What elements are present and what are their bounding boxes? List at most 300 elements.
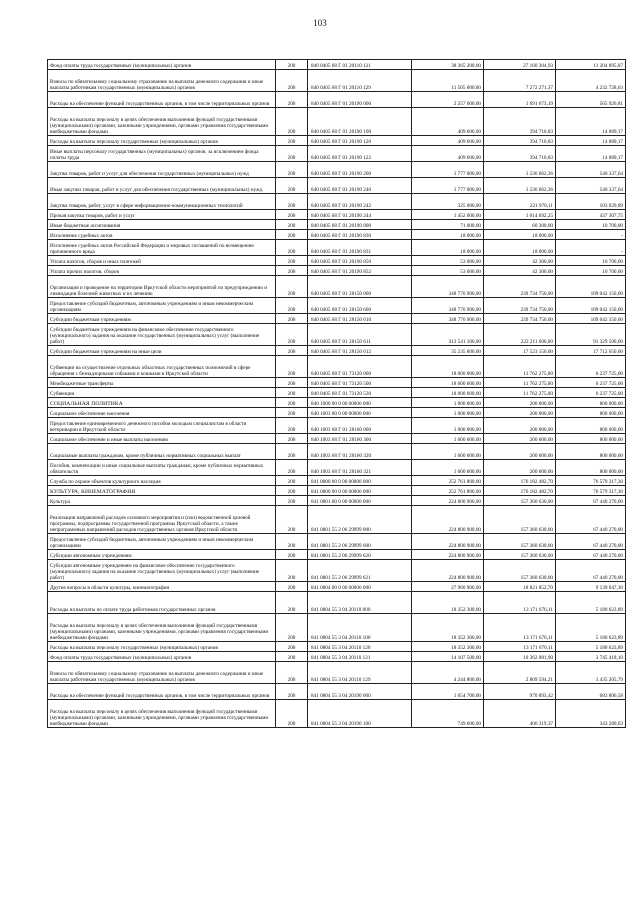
table-row	[48, 460, 626, 476]
row-approved-amount: 1 000 000,00	[412, 434, 484, 444]
row-executed-amount: 13 171 676,11	[484, 642, 556, 652]
row-executed-amount: 200 000,00	[484, 460, 556, 476]
row-line-code: 200	[276, 582, 308, 592]
row-executed-amount: 200 000,00	[484, 408, 556, 418]
row-name: Иные закупки товаров, работ и услуг для обеспечения государственных (муниципальных) нужд	[48, 178, 276, 194]
row-approved-amount: 348 776 900,00	[412, 276, 484, 298]
table-row	[48, 136, 626, 146]
row-line-code: 200	[276, 266, 308, 276]
row-name: Субвенции	[48, 388, 276, 398]
row-approved-amount: 409 600,00	[412, 108, 484, 136]
row-executed-amount: 394 710,83	[484, 136, 556, 146]
row-remaining-amount: 11 204 895,07	[556, 60, 626, 70]
row-approved-amount: 1 000 000,00	[412, 398, 484, 408]
row-approved-amount: 11 505 000,00	[412, 70, 484, 92]
row-line-code: 200	[276, 70, 308, 92]
row-executed-amount: 176 182 482,70	[484, 486, 556, 496]
row-budget-code: 841 0800 00 0 00 00000 000	[308, 486, 412, 496]
row-approved-amount: 1 000 000,00	[412, 444, 484, 460]
row-remaining-amount: 1 435 205,79	[556, 662, 626, 684]
row-budget-code: 840 0405 68 Г 01 28150 610	[308, 314, 412, 324]
row-line-code: 200	[276, 240, 308, 256]
row-remaining-amount: 800 000,00	[556, 434, 626, 444]
row-approved-amount: 1 777 000,00	[412, 162, 484, 178]
row-line-code: 200	[276, 534, 308, 550]
table-row	[48, 276, 626, 298]
row-approved-amount: 38 365 200,00	[412, 60, 484, 70]
row-name: Закупка товаров, работ, услуг в сфере информационно-коммуникационных технологий	[48, 194, 276, 210]
table-row	[48, 162, 626, 178]
table-row	[48, 418, 626, 434]
row-executed-amount: 2 809 594,21	[484, 662, 556, 684]
row-executed-amount: 970 893,42	[484, 684, 556, 700]
row-executed-amount: 1 236 662,36	[484, 162, 556, 178]
row-name: Социальное обеспечение населения	[48, 408, 276, 418]
row-remaining-amount: 14 889,17	[556, 146, 626, 162]
row-name: Субвенции на осуществление отдельных областных государственных полномочий в сфере обращения с безнадзорными собаками и кошками в Иркутской области	[48, 356, 276, 378]
row-line-code: 200	[276, 700, 308, 728]
row-budget-code: 841 0804 55 3 04 20110 000	[308, 592, 412, 614]
row-remaining-amount: 17 712 650,00	[556, 346, 626, 356]
row-budget-code: 840 0405 68 Г 01 20190 242	[308, 194, 412, 210]
row-line-code: 200	[276, 476, 308, 486]
row-line-code: 200	[276, 496, 308, 506]
row-line-code: 200	[276, 324, 308, 346]
row-name: Исполнение судебных актов	[48, 230, 276, 240]
row-approved-amount: 53 000,00	[412, 266, 484, 276]
table-row	[48, 434, 626, 444]
row-budget-code: 840 0405 68 Г 01 73120 500	[308, 378, 412, 388]
row-executed-amount: 157 360 630,00	[484, 550, 556, 560]
row-approved-amount: 224 800 900,00	[412, 506, 484, 534]
row-line-code: 200	[276, 230, 308, 240]
row-approved-amount: 252 761 800,00	[412, 476, 484, 486]
table-row	[48, 550, 626, 560]
row-remaining-amount: 10 700,00	[556, 220, 626, 230]
row-executed-amount: 200 000,00	[484, 398, 556, 408]
row-remaining-amount: 6 237 725,00	[556, 378, 626, 388]
row-approved-amount: 35 235 800,00	[412, 346, 484, 356]
row-approved-amount: 224 800 900,00	[412, 550, 484, 560]
row-approved-amount: 53 000,00	[412, 256, 484, 266]
row-budget-code: 841 0804 00 0 00 00000 000	[308, 582, 412, 592]
table-row	[48, 108, 626, 136]
row-budget-code: 841 0804 55 3 04 20110 120	[308, 642, 412, 652]
row-budget-code: 840 1003 00 0 00 00000 000	[308, 408, 412, 418]
table-row	[48, 662, 626, 684]
row-executed-amount: 239 734 750,00	[484, 314, 556, 324]
row-line-code: 200	[276, 398, 308, 408]
table-row	[48, 298, 626, 314]
row-budget-code: 840 0405 68 Г 01 20190 850	[308, 256, 412, 266]
row-remaining-amount: 14 889,17	[556, 108, 626, 136]
row-executed-amount: 200 000,00	[484, 418, 556, 434]
row-name: Другие вопросы в области культуры, кинематографии	[48, 582, 276, 592]
row-approved-amount: 252 761 800,00	[412, 486, 484, 496]
row-line-code: 200	[276, 434, 308, 444]
table-body	[48, 60, 626, 728]
row-remaining-amount: 4 232 728,63	[556, 70, 626, 92]
row-executed-amount: 157 360 630,00	[484, 534, 556, 550]
row-remaining-amount: 109 042 150,00	[556, 276, 626, 298]
table-row	[48, 642, 626, 652]
row-approved-amount: 313 541 100,00	[412, 324, 484, 346]
page-number: 103	[313, 18, 327, 28]
row-executed-amount: 42 300,00	[484, 266, 556, 276]
row-executed-amount: 222 211 600,00	[484, 324, 556, 346]
row-executed-amount: 200 000,00	[484, 434, 556, 444]
row-executed-amount: 157 360 630,00	[484, 560, 556, 582]
row-line-code: 200	[276, 162, 308, 178]
table-row	[48, 356, 626, 378]
row-name: Пособия, компенсации и иные социальные выплаты гражданам, кроме публичных нормативных обязательств	[48, 460, 276, 476]
row-budget-code: 840 0405 68 Г 01 20190 830	[308, 230, 412, 240]
row-remaining-amount: 683 806,58	[556, 684, 626, 700]
row-budget-code: 840 0405 68 Г 01 20190 244	[308, 210, 412, 220]
row-line-code: 200	[276, 220, 308, 230]
row-approved-amount: 18 352 300,00	[412, 614, 484, 642]
row-name: Расходы на выплаты персоналу в целях обеспечения выполнения функций государственными (муниципальными) органами, казенными учреждениями, органами управления государственными внебюджетными фондами	[48, 614, 276, 642]
row-budget-code: 840 1000 00 0 00 00000 000	[308, 398, 412, 408]
row-remaining-amount: 109 042 150,00	[556, 298, 626, 314]
row-budget-code: 840 0405 68 Г 01 28150 612	[308, 346, 412, 356]
row-executed-amount: 1 014 692,25	[484, 210, 556, 220]
row-remaining-amount: 109 042 150,00	[556, 314, 626, 324]
table-row	[48, 614, 626, 642]
row-line-code: 200	[276, 388, 308, 398]
row-remaining-amount: 67 440 270,00	[556, 534, 626, 550]
row-remaining-amount: 67 440 270,00	[556, 560, 626, 582]
row-approved-amount: 1 000 000,00	[412, 408, 484, 418]
row-executed-amount: 11 762 275,00	[484, 378, 556, 388]
row-name: Взносы по обязательному социальному страхованию на выплаты денежного содержания и иные выплаты работникам государственных (муниципальных) органов	[48, 662, 276, 684]
row-approved-amount: 1 000 000,00	[412, 460, 484, 476]
row-budget-code: 841 0801 55 2 06 29999 600	[308, 534, 412, 550]
row-remaining-amount: 6 237 725,00	[556, 356, 626, 378]
row-budget-code: 840 0405 68 Г 01 20190 122	[308, 146, 412, 162]
row-budget-code: 841 0801 55 2 06 29999 620	[308, 550, 412, 560]
row-approved-amount: 2 257 600,00	[412, 92, 484, 108]
row-budget-code: 840 0405 68 Г 01 20190 100	[308, 108, 412, 136]
row-budget-code: 841 0804 55 3 04 20110 129	[308, 662, 412, 684]
row-name: Иные бюджетные ассигнования	[48, 220, 276, 230]
row-line-code: 200	[276, 684, 308, 700]
row-budget-code: 841 0804 55 3 04 20110 100	[308, 614, 412, 642]
table-row	[48, 652, 626, 662]
row-budget-code: 840 0405 68 Г 01 20190 831	[308, 240, 412, 256]
row-remaining-amount: 14 889,17	[556, 136, 626, 146]
row-executed-amount: 10 362 081,90	[484, 652, 556, 662]
row-approved-amount: 224 800 900,00	[412, 560, 484, 582]
row-executed-amount: 11 762 275,00	[484, 356, 556, 378]
row-executed-amount: 13 171 676,11	[484, 592, 556, 614]
row-remaining-amount: 540 337,64	[556, 178, 626, 194]
row-line-code: 200	[276, 92, 308, 108]
row-executed-amount: 17 523 150,00	[484, 346, 556, 356]
row-executed-amount: 157 360 630,00	[484, 506, 556, 534]
row-line-code: 200	[276, 378, 308, 388]
row-line-code: 200	[276, 506, 308, 534]
row-executed-amount: 60 300,00	[484, 220, 556, 230]
row-line-code: 200	[276, 356, 308, 378]
row-remaining-amount: 800 000,00	[556, 460, 626, 476]
row-approved-amount: 18 000 000,00	[412, 388, 484, 398]
row-remaining-amount: 540 337,64	[556, 162, 626, 178]
row-budget-code: 840 0405 68 Г 01 20190 800	[308, 220, 412, 230]
table-row	[48, 388, 626, 398]
row-name: Расходы на выплаты персоналу государственных (муниципальных) органов	[48, 136, 276, 146]
row-name: Предоставление субсидий бюджетным, автономным учреждениям и иным некоммерческим организациям	[48, 298, 276, 314]
table-row	[48, 324, 626, 346]
row-line-code: 200	[276, 560, 308, 582]
row-remaining-amount: 9 139 047,30	[556, 582, 626, 592]
row-remaining-amount: 10 700,00	[556, 266, 626, 276]
row-budget-code: 840 0405 68 Г 01 73120 530	[308, 388, 412, 398]
row-budget-code: 841 0801 55 2 06 29999 000	[308, 506, 412, 534]
row-name: Расходы на выплаты персоналу в целях обеспечения выполнения функций государственными (муниципальными) органами, казенными учреждениями, органами управления государственными внебюджетными фондами	[48, 108, 276, 136]
row-budget-code: 841 0000 00 0 00 00000 000	[308, 476, 412, 486]
row-name: Предоставление субсидий бюджетным, автономным учреждениям и иным некоммерческим организациям	[48, 534, 276, 550]
row-approved-amount: 18 000 000,00	[412, 378, 484, 388]
row-name: Субсидии автономным учреждениям на финансовое обеспечение государственного (муниципального) задания на оказание государственных (муниципальных) услуг (выполнение работ)	[48, 560, 276, 582]
row-remaining-amount: 10 700,00	[556, 256, 626, 266]
table-row	[48, 92, 626, 108]
row-line-code: 200	[276, 486, 308, 496]
row-executed-amount: 1 691 673,19	[484, 92, 556, 108]
row-approved-amount: 27 960 900,00	[412, 582, 484, 592]
row-line-code: 200	[276, 146, 308, 162]
table-row	[48, 398, 626, 408]
row-line-code: 200	[276, 408, 308, 418]
table-row	[48, 266, 626, 276]
row-name: Предоставление единовременного денежного пособия молодым специалистам в области ветеринарии в Иркутской области	[48, 418, 276, 434]
row-name: Прочая закупка товаров, работ и услуг	[48, 210, 276, 220]
table-row	[48, 700, 626, 728]
row-approved-amount: 409 600,00	[412, 146, 484, 162]
row-line-code: 200	[276, 444, 308, 460]
table-row	[48, 684, 626, 700]
row-approved-amount: 409 600,00	[412, 136, 484, 146]
row-remaining-amount: 5 180 623,89	[556, 614, 626, 642]
table-row	[48, 346, 626, 356]
row-name: Служба по охране объектов культурного наследия	[48, 476, 276, 486]
budget-execution-table	[47, 59, 626, 728]
row-name: Субсидии бюджетным учреждениям на финансовое обеспечение государственного (муниципального) задания на оказание государственных (муниципальных) услуг (выполнение работ)	[48, 324, 276, 346]
row-name: Уплата налогов, сборов и иных платежей	[48, 256, 276, 266]
row-executed-amount: 239 734 750,00	[484, 298, 556, 314]
row-executed-amount: 11 762 275,00	[484, 388, 556, 398]
row-remaining-amount: 67 440 270,00	[556, 496, 626, 506]
row-remaining-amount: 800 000,00	[556, 408, 626, 418]
row-name: Культура	[48, 496, 276, 506]
row-approved-amount: 71 000,00	[412, 220, 484, 230]
row-approved-amount: 18 000,00	[412, 230, 484, 240]
row-line-code: 200	[276, 298, 308, 314]
row-name: Уплата прочих налогов, сборов	[48, 266, 276, 276]
row-executed-amount: 18 000,00	[484, 240, 556, 256]
row-remaining-amount: 67 440 270,00	[556, 506, 626, 534]
row-approved-amount: 1 777 000,00	[412, 178, 484, 194]
table-row	[48, 378, 626, 388]
table-row	[48, 70, 626, 92]
row-budget-code: 840 0405 68 Г 01 28150 000	[308, 276, 412, 298]
row-executed-amount: 406 319,37	[484, 700, 556, 728]
row-remaining-amount: 565 926,81	[556, 92, 626, 108]
row-budget-code: 840 0405 68 Г 01 20190 200	[308, 162, 412, 178]
table-row	[48, 220, 626, 230]
row-line-code: 200	[276, 108, 308, 136]
row-name: Иные выплаты персоналу государственных (муниципальных) органов, за исключением фонда оплаты труда	[48, 146, 276, 162]
row-executed-amount: 18 000,00	[484, 230, 556, 240]
row-line-code: 200	[276, 314, 308, 324]
row-executed-amount: 13 171 676,11	[484, 614, 556, 642]
row-name: Межбюджетные трансферты	[48, 378, 276, 388]
row-executed-amount: 239 734 750,00	[484, 276, 556, 298]
row-approved-amount: 348 776 900,00	[412, 314, 484, 324]
row-name: Исполнение судебных актов Российской Федерации и мировых соглашений по возмещению причиненного вреда	[48, 240, 276, 256]
row-approved-amount: 1 654 700,00	[412, 684, 484, 700]
row-approved-amount: 1 452 000,00	[412, 210, 484, 220]
row-remaining-amount: 3 745 418,10	[556, 652, 626, 662]
row-line-code: 200	[276, 592, 308, 614]
table-row	[48, 240, 626, 256]
row-executed-amount: 200 000,00	[484, 444, 556, 460]
row-budget-code: 840 0405 68 Г 01 20190 240	[308, 178, 412, 194]
row-remaining-amount: 103 029,89	[556, 194, 626, 210]
row-remaining-amount: 437 307,75	[556, 210, 626, 220]
row-name: Фонд оплаты труда государственных (муниципальных) органов	[48, 652, 276, 662]
row-budget-code: 840 1003 68 Г 01 28160 321	[308, 460, 412, 476]
table-row	[48, 256, 626, 266]
row-budget-code: 841 0801 55 2 06 29999 621	[308, 560, 412, 582]
row-budget-code: 840 0405 68 Г 01 20190 120	[308, 136, 412, 146]
table-row	[48, 496, 626, 506]
row-approved-amount: 348 776 900,00	[412, 298, 484, 314]
table-row	[48, 534, 626, 550]
row-line-code: 200	[276, 276, 308, 298]
table-row	[48, 476, 626, 486]
row-line-code: 200	[276, 136, 308, 146]
table-row	[48, 314, 626, 324]
row-name: Реализация направлений расходов основного мероприятия и (или) ведомственной целевой программы, подпрограммы государственной программы Иркутской области, а также непрограммных направлений расходов государственных органов Иркутской области	[48, 506, 276, 534]
table-row	[48, 444, 626, 460]
row-budget-code: 841 0804 55 3 04 20190 000	[308, 684, 412, 700]
row-name: КУЛЬТУРА, КИНЕМАТОГРАФИЯ	[48, 486, 276, 496]
row-name: Взносы по обязательному социальному страхованию на выплаты денежного содержания и иные выплаты работникам государственных (муниципальных) органов	[48, 70, 276, 92]
row-approved-amount: 18 352 300,00	[412, 642, 484, 652]
row-executed-amount: 157 360 630,00	[484, 496, 556, 506]
row-budget-code: 841 0804 55 3 04 20190 100	[308, 700, 412, 728]
row-remaining-amount: 6 237 725,00	[556, 388, 626, 398]
row-line-code: 200	[276, 614, 308, 642]
row-remaining-amount: 800 000,00	[556, 418, 626, 434]
row-remaining-amount: 343 280,63	[556, 700, 626, 728]
row-name: Социальные выплаты гражданам, кроме публичных нормативных социальных выплат	[48, 444, 276, 460]
row-budget-code: 841 0804 55 3 04 20110 121	[308, 652, 412, 662]
row-name: Закупка товаров, работ и услуг для обеспечения государственных (муниципальных) нужд	[48, 162, 276, 178]
row-budget-code: 840 1003 68 Г 01 28160 000	[308, 418, 412, 434]
table-row	[48, 146, 626, 162]
row-executed-amount: 18 821 852,70	[484, 582, 556, 592]
row-approved-amount: 14 107 500,00	[412, 652, 484, 662]
row-line-code: 200	[276, 178, 308, 194]
row-name: Расходы на обеспечение функций государственных органов, в том числе территориальных органов	[48, 92, 276, 108]
row-budget-code: 840 0405 68 Г 01 20110 129	[308, 70, 412, 92]
row-remaining-amount: -	[556, 240, 626, 256]
table-row	[48, 210, 626, 220]
row-budget-code: 840 0405 68 Г 01 20110 121	[308, 60, 412, 70]
table-row	[48, 230, 626, 240]
row-line-code: 200	[276, 210, 308, 220]
table-row	[48, 178, 626, 194]
row-remaining-amount: 5 180 623,89	[556, 642, 626, 652]
table-row	[48, 408, 626, 418]
row-line-code: 200	[276, 662, 308, 684]
row-name: Субсидии автономным учреждениям	[48, 550, 276, 560]
row-remaining-amount: 76 579 317,30	[556, 486, 626, 496]
row-line-code: 200	[276, 60, 308, 70]
row-executed-amount: 176 182 482,70	[484, 476, 556, 486]
row-budget-code: 840 0405 68 Г 01 73120 000	[308, 356, 412, 378]
row-approved-amount: 224 800 900,00	[412, 534, 484, 550]
row-remaining-amount: 67 440 270,00	[556, 550, 626, 560]
row-budget-code: 840 0405 68 Г 01 20190 000	[308, 92, 412, 108]
row-approved-amount: 18 352 300,00	[412, 592, 484, 614]
row-line-code: 200	[276, 652, 308, 662]
table-row	[48, 560, 626, 582]
row-budget-code: 840 1003 68 Г 01 28160 320	[308, 444, 412, 460]
row-budget-code: 840 1003 68 Г 01 28160 300	[308, 434, 412, 444]
row-line-code: 200	[276, 418, 308, 434]
row-line-code: 200	[276, 256, 308, 266]
row-remaining-amount: 800 000,00	[556, 398, 626, 408]
row-name: Расходы на выплаты персоналу государственных (муниципальных) органов	[48, 642, 276, 652]
row-approved-amount: 749 600,00	[412, 700, 484, 728]
row-executed-amount: 221 970,11	[484, 194, 556, 210]
row-remaining-amount: -	[556, 230, 626, 240]
row-executed-amount: 27 160 304,93	[484, 60, 556, 70]
row-approved-amount: 224 800 900,00	[412, 496, 484, 506]
row-budget-code: 841 0801 00 0 00 00000 000	[308, 496, 412, 506]
row-approved-amount: 325 000,00	[412, 194, 484, 210]
row-name: Расходы на обеспечение функций государственных органов, в том числе территориальных органов	[48, 684, 276, 700]
row-budget-code: 840 0405 68 Г 01 28150 600	[308, 298, 412, 314]
row-approved-amount: 4 244 800,00	[412, 662, 484, 684]
row-budget-code: 840 0405 68 Г 01 20190 852	[308, 266, 412, 276]
row-line-code: 200	[276, 642, 308, 652]
table-row	[48, 194, 626, 210]
row-approved-amount: 1 000 000,00	[412, 418, 484, 434]
row-name: Социальное обеспечение и иные выплаты населению	[48, 434, 276, 444]
row-name: СОЦИАЛЬНАЯ ПОЛИТИКА	[48, 398, 276, 408]
table-row	[48, 60, 626, 70]
table-row	[48, 582, 626, 592]
row-remaining-amount: 76 579 317,30	[556, 476, 626, 486]
row-executed-amount: 1 236 662,36	[484, 178, 556, 194]
row-approved-amount: 18 000,00	[412, 240, 484, 256]
row-name: Расходы на выплаты по оплате труда работников государственных органов	[48, 592, 276, 614]
row-executed-amount: 394 710,83	[484, 108, 556, 136]
row-remaining-amount: 5 180 623,89	[556, 592, 626, 614]
row-remaining-amount: 91 329 500,00	[556, 324, 626, 346]
row-name: Расходы на выплаты персоналу в целях обеспечения выполнения функций государственными (муниципальными) органами, казенными учреждениями, органами управления государственными внебюджетными фондами	[48, 700, 276, 728]
table-row	[48, 506, 626, 534]
row-line-code: 200	[276, 346, 308, 356]
table-row	[48, 486, 626, 496]
row-line-code: 200	[276, 550, 308, 560]
row-name: Субсидии бюджетным учреждениям	[48, 314, 276, 324]
row-executed-amount: 42 300,00	[484, 256, 556, 266]
